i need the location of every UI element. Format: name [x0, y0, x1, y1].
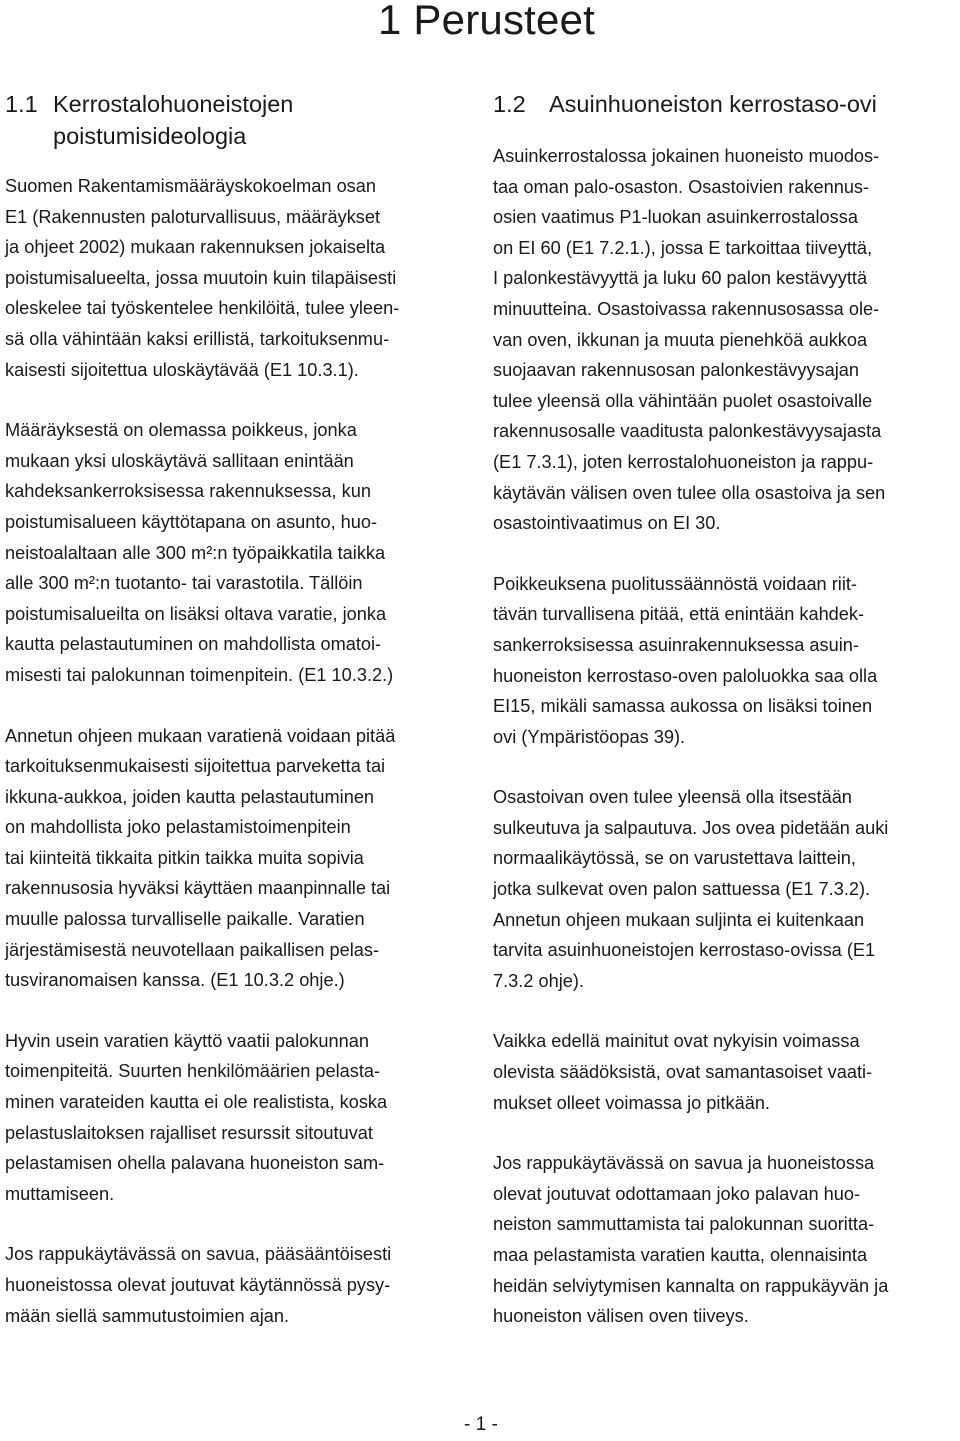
right-column — [493, 88, 959, 1332]
section-number: 1.2 — [493, 91, 526, 117]
section-number: 1.1 — [5, 91, 38, 117]
paragraph: Vaikka edellä mainitut ovat nykyisin voimassa olevista säädöksistä, ovat samantasoiset vaati- mukset olleet voimassa jo pitkään. — [493, 1031, 873, 1113]
section-heading-1-2 — [493, 88, 959, 120]
paragraph: Jos rappukäytävässä on savua, pääsääntöisesti huoneistossa olevat joutuvat käytännössä pysy- mään siellä sammutustoimien ajan. — [5, 1244, 392, 1326]
paragraph: Suomen Rakentamismääräyskokoelman osan E1 (Rakennusten paloturvallisuus, määräykset ja ohjeet 2002) mukaan rakennuksen jokaiselta poistumisalueelta, jossa muutoin kuin tilapäisesti oleskelee tai työskentelee henkilöitä, tulee yleen- sä olla vähintään kaksi erillistä, tarkoituksenmu- kaisesti sijoitettua uloskäytävää (E1 10.3.1). — [5, 176, 400, 380]
paragraph: Asuinkerrostalossa jokainen huoneisto muodos- taa oman palo-osaston. Osastoivien rakennus- osien vaatimus P1-luokan asuinkerrostalossa on EI 60 (E1 7.2.1.), jossa E tarkoittaa tiiveyttä, I palonkestävyyttä ja luku 60 palon kestävyyttä minuutteina. Osastoivassa rakennusosassa ole- van oven, ikkunan ja muuta pienehköä aukkoa suojaavan rakennusosan palonkestävyysajan tulee yleensä olla vähintään puolet osastoivalle rakennusosalle vaaditusta palonkestävyysajasta (E1 7.3.1), joten kerrostalohuoneiston ja rappu- käytävän välisen oven tulee olla osastoiva ja sen osastointivaatimus on EI 30. — [493, 146, 886, 534]
paragraph: Jos rappukäytävässä on savua ja huoneistossa olevat joutuvat odottamaan joko palavan huo- neiston sammuttamista tai palokunnan suoritta- maa pelastamista varatien kautta, olennaisinta heidän selviytymisen kannalta on rappukäyvän ja huoneiston välisen oven tiiveys. — [493, 1153, 889, 1327]
section-title: Asuinhuoneiston kerrostaso-ovi — [549, 91, 877, 117]
paragraph: Määräyksestä on olemassa poikkeus, jonka mukaan yksi uloskäytävä sallitaan enintään kahdeksankerroksisessa rakennuksessa, kun poistumisalueen käyttötapana on asunto, huo- neistoalaltaan alle 300 m²:n työpaikkatila taikka alle 300 m²:n tuotanto- tai varastotila. Tällöin poistumisalueilta on lisäksi oltava varatie, jonka kautta pelastautuminen on mahdollista omatoi- misesti tai palokunnan toimenpitein. (E1 10.3.2.) — [5, 420, 394, 685]
paragraph: Osastoivan oven tulee yleensä olla itsestään sulkeutuva ja salpautuva. Jos ovea pidetään auki normaalikäytössä, se on varustettava laittein, jotka sulkevat oven palon sattuessa (E1 7.3.2). Annetun ohjeen mukaan suljinta ei kuitenkaan tarvita asuinhuoneistojen kerrostaso-ovissa (E1 7.3.2 ohje). — [493, 787, 889, 991]
section-title: Kerrostalohuoneistojen poistumisideologia — [53, 91, 294, 149]
page-number: - 1 - — [464, 1414, 498, 1435]
left-column — [5, 88, 465, 1331]
paragraph: Hyvin usein varatien käyttö vaatii palokunnan toimenpiteitä. Suurten henkilömäärien pelasta- minen varateiden kautta ei ole realistista, koska pelastuslaitoksen rajalliset resurssit sitoutuvat pelastamisen ohella palavana huoneiston sam- muttamiseen. — [5, 1030, 388, 1204]
paragraph: Annetun ohjeen mukaan varatienä voidaan pitää tarkoituksenmukaisesti sijoitettua parveketta tai ikkuna-aukkoa, joiden kautta pelastautuminen on mahdollista joko pelastamistoimenpitein tai kiinteitä tikkaita pitkin taikka muita sopivia rakennusosia hyväksi käyttäen maanpinnalle tai muulle palossa turvalliselle paikalle. Varatien järjestämisestä neuvotellaan paikallisen pelas- tusviranomaisen kanssa. (E1 10.3.2 ohje.) — [5, 725, 396, 991]
section-heading-1-1 — [5, 88, 465, 152]
paragraph: Poikkeuksena puolitussäännöstä voidaan riit- tävän turvallisena pitää, että enintään kahdek- sankerroksisessa asuinrakennuksessa asuin- huoneiston kerrostaso-oven paloluokka saa olla EI15, mikäli samassa aukossa on lisäksi toinen ovi (Ympäristöopas 39). — [493, 573, 878, 747]
chapter-title: 1 Perusteet — [378, 0, 595, 43]
